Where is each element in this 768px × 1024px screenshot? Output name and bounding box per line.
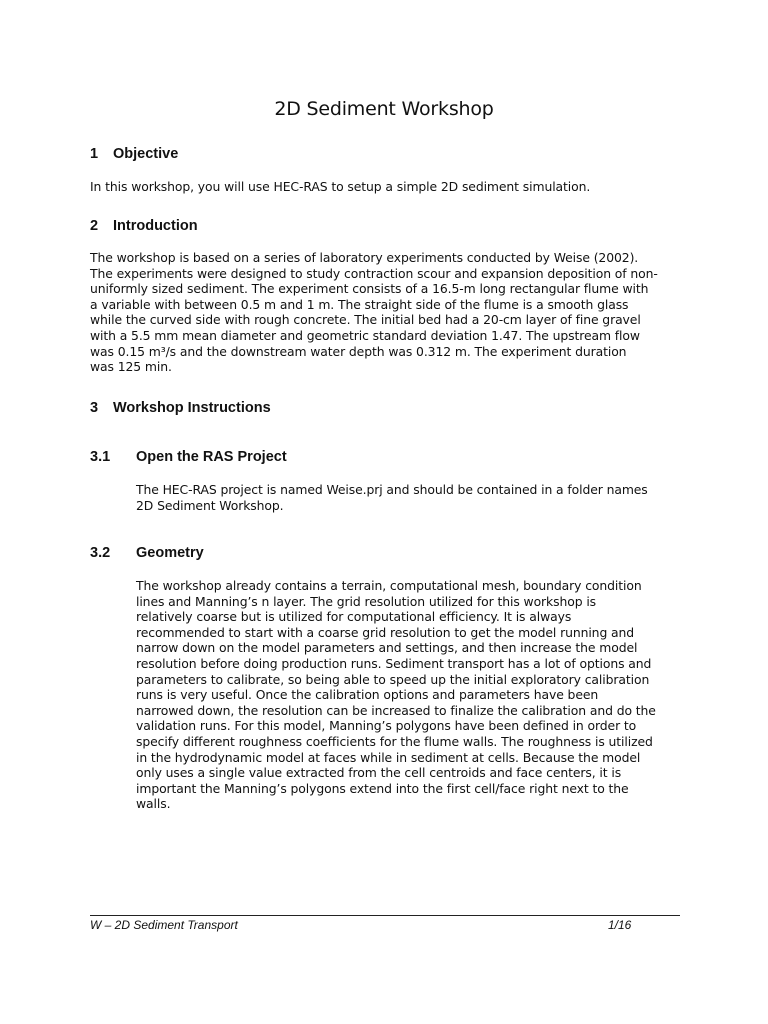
subsection-heading-open-project bbox=[90, 449, 287, 465]
subsection-title: Open the RAS Project bbox=[136, 449, 287, 465]
text-line: walls. bbox=[136, 796, 171, 812]
text-line: a variable with between 0.5 m and 1 m. The straight side of the flume is a smooth glass bbox=[90, 296, 629, 312]
text-line: 2D Sediment Workshop. bbox=[136, 497, 284, 513]
subsection-heading-geometry bbox=[90, 545, 204, 561]
footer-document-name: W – 2D Sediment Transport bbox=[90, 918, 238, 932]
text-line: specify different roughness coefficients for the flume walls. The roughness is utilized bbox=[136, 733, 653, 749]
footer-page-number: 1/16 bbox=[608, 918, 632, 932]
text-line: while the curved side with rough concrete. The initial bed had a 20-cm layer of fine gravel bbox=[90, 312, 641, 328]
geometry-paragraph bbox=[136, 578, 656, 812]
text-line: recommended to start with a coarse grid resolution to get the model running and bbox=[136, 624, 635, 640]
text-line: The workshop already contains a terrain, computational mesh, boundary condition bbox=[136, 578, 642, 593]
text-line: important the Manning’s polygons extend into the first cell/face right next to the bbox=[136, 780, 629, 796]
section-heading-introduction bbox=[90, 218, 198, 234]
text-line: runs is very useful. Once the calibration options and parameters have been bbox=[136, 687, 599, 703]
section-heading-workshop-instructions bbox=[90, 400, 271, 416]
subsection-number: 3.2 bbox=[90, 545, 111, 561]
text-line: uniformly sized sediment. The experiment consists of a 16.5-m long rectangular flume with bbox=[90, 281, 649, 297]
text-line: The experiments were designed to study contraction scour and expansion deposition of non- bbox=[90, 265, 658, 281]
section-heading-objective bbox=[90, 146, 178, 162]
text-line: parameters to calibrate, so being able to speed up the initial exploratory calibration bbox=[136, 671, 650, 687]
text-line: The workshop is based on a series of laboratory experiments conducted by Weise (2002). bbox=[90, 250, 639, 265]
open-project-paragraph bbox=[136, 482, 648, 513]
text-line: The HEC-RAS project is named Weise.prj and should be contained in a folder names bbox=[136, 482, 648, 497]
text-line: relatively coarse but is utilized for computational efficiency. It is always bbox=[136, 609, 572, 625]
page-title: 2D Sediment Workshop bbox=[274, 98, 494, 120]
subsection-title: Geometry bbox=[136, 545, 204, 561]
text-line: only uses a single value extracted from the cell centroids and face centers, it is bbox=[136, 765, 622, 781]
text-line: was 0.15 m³/s and the downstream water depth was 0.312 m. The experiment duration bbox=[90, 343, 627, 359]
section-title: Introduction bbox=[113, 218, 198, 234]
section-number: 1 bbox=[90, 146, 99, 162]
objective-paragraph bbox=[90, 179, 590, 195]
text-line: resolution before doing production runs. Sediment transport has a lot of options and bbox=[136, 655, 652, 671]
section-title: Workshop Instructions bbox=[113, 400, 271, 416]
text-line: narrowed down, the resolution can be increased to finalize the calibration and do the bbox=[136, 702, 656, 718]
section-number: 3 bbox=[90, 400, 99, 416]
text-line: with a 5.5 mm mean diameter and geometric standard deviation 1.47. The upstream flow bbox=[90, 327, 640, 343]
subsection-number: 3.1 bbox=[90, 449, 111, 465]
text-line: lines and Manning’s n layer. The grid resolution utilized for this workshop is bbox=[136, 593, 597, 609]
footer-divider bbox=[90, 915, 680, 916]
section-title: Objective bbox=[113, 146, 179, 162]
section-number: 2 bbox=[90, 218, 99, 234]
text-line: validation runs. For this model, Manning’s polygons have been defined in order to bbox=[136, 718, 637, 734]
text-line: in the hydrodynamic model at faces while in sediment at cells. Because the model bbox=[136, 749, 641, 765]
text-line: In this workshop, you will use HEC-RAS to setup a simple 2D sediment simulation. bbox=[90, 179, 591, 194]
introduction-paragraph bbox=[90, 250, 658, 375]
text-line: narrow down on the model parameters and settings, and then increase the model bbox=[136, 640, 638, 656]
text-line: was 125 min. bbox=[90, 359, 172, 375]
